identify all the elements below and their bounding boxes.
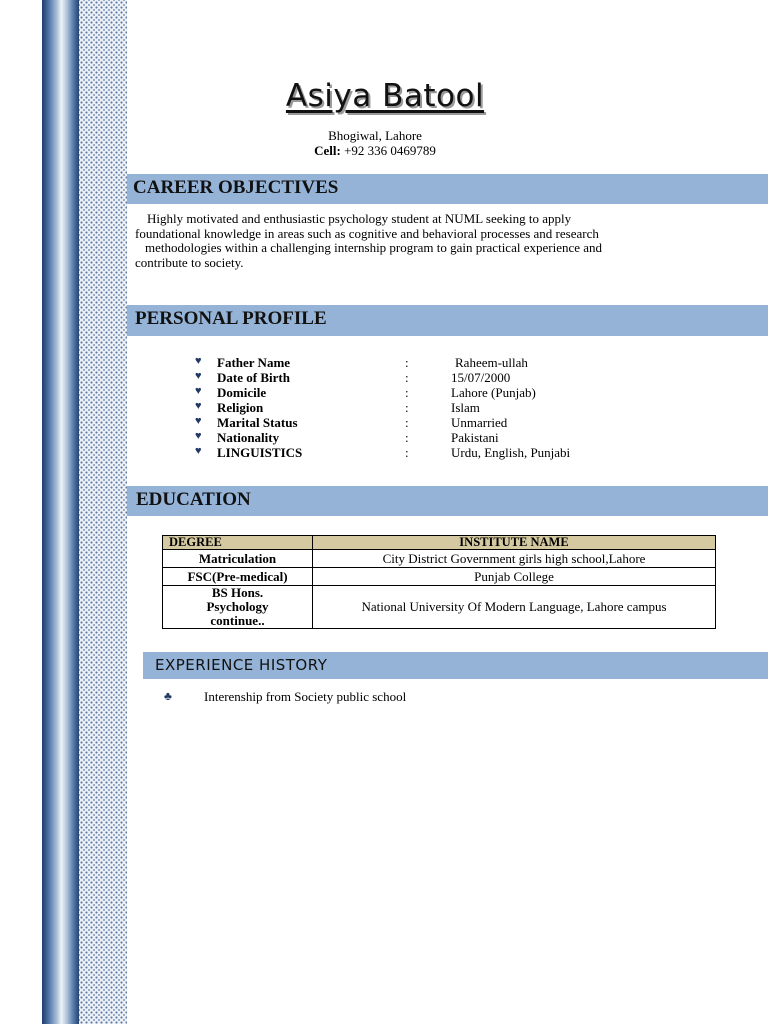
- profile-colon: :: [405, 355, 409, 370]
- profile-label: Domicile: [217, 385, 267, 400]
- heart-icon: ♥: [195, 430, 202, 442]
- profile-label: Father Name: [217, 355, 291, 370]
- profile-label: Nationality: [217, 430, 280, 445]
- degree-cell: FSC(Pre-medical): [163, 568, 313, 586]
- objective-line: methodologies within a challenging internship program to gain practical experience and: [145, 240, 603, 255]
- objective-line: contribute to society.: [135, 254, 244, 270]
- profile-colon: :: [405, 385, 409, 400]
- degree-cell: [163, 586, 313, 629]
- table-row: [163, 568, 716, 586]
- left-gradient-bar: [42, 0, 79, 1024]
- cell-line: [270, 143, 480, 159]
- cell-number: +92 336 0469789: [344, 143, 436, 158]
- profile-colon: :: [405, 430, 409, 445]
- profile-value: Lahore (Punjab): [451, 385, 536, 400]
- profile-value: Islam: [451, 400, 480, 415]
- experience-text: Interenship from Society public school: [204, 689, 407, 704]
- profile-label: Date of Birth: [217, 370, 290, 385]
- profile-label: Religion: [217, 400, 264, 415]
- institute-cell: Punjab College: [313, 568, 716, 586]
- education-table: [162, 535, 716, 629]
- candidate-name: Asiya Batool: [285, 78, 485, 114]
- institute-cell: City District Government girls high school,Lahore: [313, 550, 716, 568]
- profile-value: Urdu, English, Punjabi: [451, 445, 571, 460]
- degree-line: Psychology: [206, 599, 269, 614]
- heart-icon: ♥: [195, 370, 202, 382]
- career-objective-text: [135, 212, 695, 270]
- objective-line: Highly motivated and enthusiastic psychology student at NUML seeking to apply: [147, 211, 572, 226]
- heart-icon: ♥: [195, 445, 202, 457]
- degree-line: continue..: [210, 613, 265, 628]
- header-degree: DEGREE: [163, 536, 313, 550]
- education-header-row: [163, 536, 716, 550]
- heart-icon: ♥: [195, 400, 202, 412]
- heart-icon: ♥: [195, 385, 202, 397]
- header-institute: INSTITUTE NAME: [313, 536, 716, 550]
- profile-label: Marital Status: [217, 415, 298, 430]
- table-row: [163, 550, 716, 568]
- degree-cell: Matriculation: [163, 550, 313, 568]
- profile-value: Pakistani: [451, 430, 499, 445]
- objective-line: foundational knowledge in areas such as cognitive and behavioral processes and research: [135, 225, 599, 241]
- profile-colon: :: [405, 445, 409, 460]
- profile-colon: :: [405, 415, 409, 430]
- degree-line: BS Hons.: [211, 585, 264, 600]
- profile-value: Unmarried: [451, 415, 508, 430]
- left-pattern-strip: [79, 0, 127, 1024]
- section-career-objectives: CAREER OBJECTIVES: [127, 174, 768, 204]
- profile-colon: :: [405, 400, 409, 415]
- section-personal-profile: PERSONAL PROFILE: [127, 305, 768, 336]
- profile-value: 15/07/2000: [451, 370, 511, 385]
- address: Bhogiwal, Lahore: [328, 128, 422, 143]
- profile-colon: :: [405, 370, 409, 385]
- table-row: [163, 586, 716, 629]
- section-education: EDUCATION: [127, 486, 768, 516]
- club-icon: ♣: [164, 689, 172, 703]
- section-experience-history: EXPERIENCE HISTORY: [143, 652, 768, 679]
- heart-icon: ♥: [195, 415, 202, 427]
- profile-label: LINGUISTICS: [217, 445, 303, 460]
- institute-cell: National University Of Modern Language, Lahore campus: [313, 586, 716, 629]
- cell-label: Cell:: [314, 143, 341, 158]
- heart-icon: ♥: [195, 355, 202, 367]
- profile-value: Raheem-ullah: [455, 355, 528, 370]
